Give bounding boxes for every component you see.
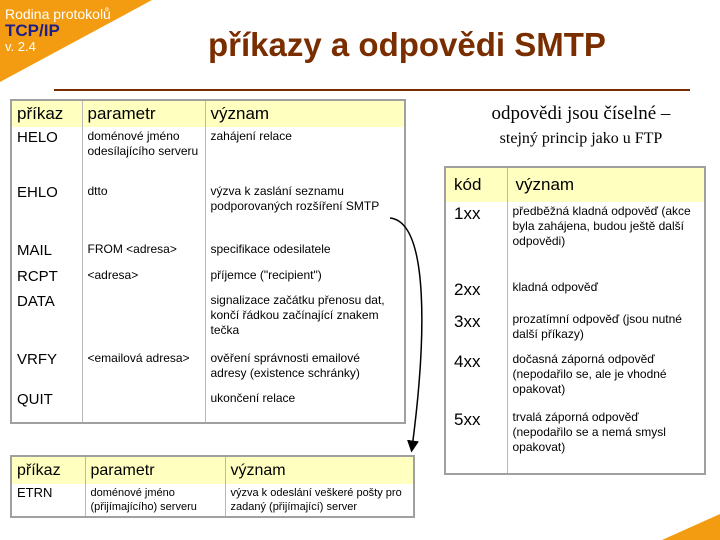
brand-line-2: TCP/IP [5, 20, 60, 40]
brand-version: v. 2.4 [5, 38, 36, 54]
header-command: příkaz [11, 456, 85, 484]
cell-code: 5xx [445, 408, 507, 474]
table-row [11, 240, 405, 266]
cell-command: HELO [11, 127, 82, 182]
cell-command: ETRN [11, 484, 85, 517]
table-row [11, 266, 405, 291]
cell-command: EHLO [11, 182, 82, 240]
commands-table [10, 99, 406, 424]
corner-decoration-bottom-right [662, 514, 720, 540]
replies-heading-line-1: odpovědi jsou číselné – [491, 103, 671, 124]
cell-meaning: prozatímní odpověď (jsou nutné další příkazy) [507, 310, 705, 350]
brand-line-1: Rodina protokolů [5, 6, 111, 22]
cell-meaning: ověření správnosti emailové adresy (existence schránky) [205, 349, 405, 389]
table-row [445, 202, 705, 278]
cell-meaning: zahájení relace [205, 127, 405, 182]
table-row [445, 408, 705, 474]
cell-parameter: FROM <adresa> [82, 240, 205, 266]
cell-command: QUIT [11, 389, 82, 423]
cell-parameter: doménové jméno odesílajícího serveru [82, 127, 205, 182]
table-row [11, 349, 405, 389]
cell-meaning: ukončení relace [205, 389, 405, 423]
replies-heading [456, 103, 706, 148]
header-parameter: parametr [82, 100, 205, 127]
cell-parameter: dtto [82, 182, 205, 240]
cell-meaning: příjemce ("recipient") [205, 266, 405, 291]
cell-meaning: signalizace začátku přenosu dat, končí řádkou začínající znakem tečka [205, 291, 405, 349]
curved-arrow-icon [384, 212, 434, 462]
header-command: příkaz [11, 100, 82, 127]
cell-code: 4xx [445, 350, 507, 408]
cell-command: DATA [11, 291, 82, 349]
cell-meaning: trvalá záporná odpověď (nepodařilo se a nemá smysl opakovat) [507, 408, 705, 474]
header-code: kód [445, 167, 507, 202]
reply-codes-table [444, 166, 706, 475]
table-row [11, 291, 405, 349]
table-row [11, 389, 405, 423]
cell-meaning: kladná odpověď [507, 278, 705, 310]
cell-meaning: dočasná záporná odpověď (nepodařilo se, ale je vhodné opakovat) [507, 350, 705, 408]
cell-parameter: doménové jméno (přijímajícího) serveru [85, 484, 225, 517]
cell-command: RCPT [11, 266, 82, 291]
table-row [445, 278, 705, 310]
table-row [445, 310, 705, 350]
table-row [11, 127, 405, 182]
table-header-row [11, 456, 414, 484]
table-row [11, 484, 414, 517]
extension-table [10, 455, 415, 518]
cell-parameter [82, 291, 205, 349]
cell-parameter: <adresa> [82, 266, 205, 291]
header-meaning: význam [205, 100, 405, 127]
cell-parameter [82, 389, 205, 423]
table-header-row [445, 167, 705, 202]
cell-command: VRFY [11, 349, 82, 389]
cell-meaning: specifikace odesilatele [205, 240, 405, 266]
cell-code: 1xx [445, 202, 507, 278]
header-meaning: význam [507, 167, 705, 202]
table-header-row [11, 100, 405, 127]
title-underline [54, 89, 690, 91]
replies-heading-line-2: stejný princip jako u FTP [499, 130, 663, 147]
header-parameter: parametr [85, 456, 225, 484]
cell-meaning: předběžná kladná odpověď (akce byla zahájena, budou ještě další odpovědi) [507, 202, 705, 278]
cell-parameter: <emailová adresa> [82, 349, 205, 389]
cell-code: 2xx [445, 278, 507, 310]
cell-meaning: výzva k zaslání seznamu podporovaných rozšíření SMTP [205, 182, 405, 240]
cell-command: MAIL [11, 240, 82, 266]
cell-meaning: výzva k odeslání veškeré pošty pro zadaný (přijímající) server [225, 484, 414, 517]
cell-code: 3xx [445, 310, 507, 350]
table-row [11, 182, 405, 240]
brand-block [5, 7, 111, 53]
page-title: příkazy a odpovědi SMTP [208, 26, 606, 63]
header-meaning: význam [225, 456, 414, 484]
table-row [445, 350, 705, 408]
